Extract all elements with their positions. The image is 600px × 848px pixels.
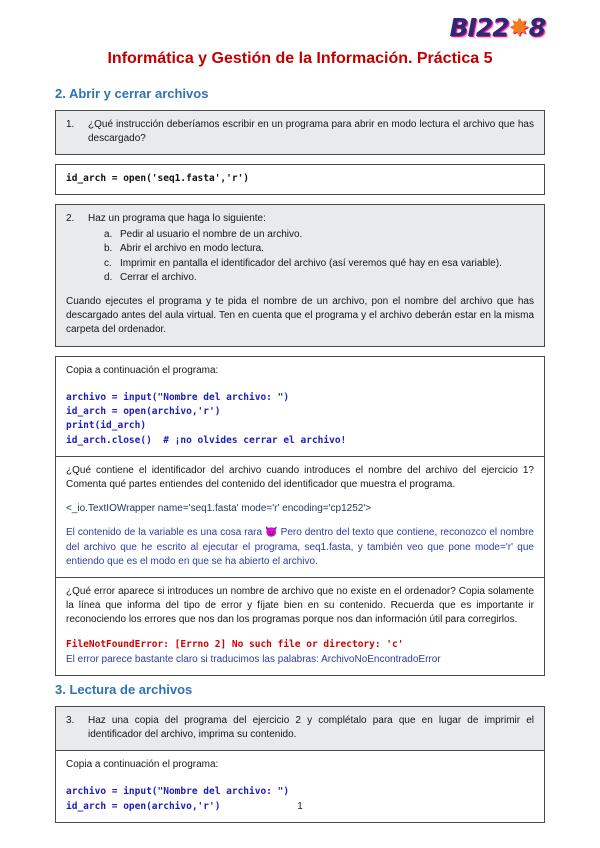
bi2208-logo [55,14,545,42]
question-1-text: ¿Qué instrucción deberíamos escribir en un programa para abrir en modo lectura el archivo que has descargado? [88,118,534,144]
code-line: id_arch.close() # ¡no olvides cerrar el archivo! [66,434,347,446]
answer-1-code: id_arch = open('seq1.fasta','r') [66,172,250,184]
list-item-letter: c. [104,257,112,269]
question-1-box [55,110,545,155]
list-item [104,271,534,285]
program-1-code [66,391,534,448]
error-output-line: FileNotFoundError: [Errno 2] No such file or directory: 'c' [66,639,404,651]
section-3-heading: 3. Lectura de archivos [55,681,193,697]
list-item [104,228,534,242]
code-line: archivo = input("Nombre del archivo: ") [66,786,290,798]
question-2-sublist [104,228,534,285]
question-1-number: 1. [66,118,75,130]
code-line: archivo = input("Nombre del archivo: ") [66,391,290,403]
question-2-number: 2. [66,213,75,225]
program-1-label: Copia a continuación el programa: [66,364,219,376]
question-2-intro: Haz un programa que haga lo siguiente: [88,213,266,225]
question-3-box [55,706,545,751]
program-1-box [55,356,545,457]
page-number: 1 [297,801,303,812]
list-item [104,257,534,271]
error-question-text: ¿Qué error aparece si introduces un nombre de archivo que no existe en el ordenador? Copia solamente la línea que informa del tipo de error y fíjate bien en su contenido. Recuerda que es importante ir reconociendo los errores que nos dan los programas porque nos dan información útil para corregirlos. [66,585,534,626]
code-line: id_arch = open(archivo,'r') [66,406,221,417]
program-output-line: <_io.TextIOWrapper name='seq1.fasta' mode='r' encoding='cp1252'> [66,503,372,515]
error-answer-text: El error parece bastante claro si traducimos las palabras: ArchivoNoEncontradoError [66,653,441,665]
document-title: Informática y Gestión de la Información. Práctica 5 [107,49,493,67]
list-item-letter: a. [104,229,113,241]
list-item-letter: d. [104,271,113,283]
program-2-box [55,750,545,823]
error-question-box [55,577,545,676]
identifier-answer-text: El contenido de la variable es una cosa rara 😈 Pero dentro del texto que contiene, reconozco el nombre del archivo que he escrito al ejecutar el programa, seq1.fasta, y también veo que pone mode='r' que entiendo que es el modo en que se ha abierto el archivo. [66,527,534,567]
logo-prefix-text: BI22 [449,13,509,42]
list-item-text: Cerrar el archivo. [120,271,197,283]
program-2-label: Copia a continuación el programa: [66,759,219,771]
list-item-text: Abrir el archivo en modo lectura. [120,243,264,255]
section-2-heading: 2. Abrir y cerrar archivos [55,85,209,101]
list-item-text: Pedir al usuario el nombre de un archivo. [120,229,303,241]
question-3-text: Haz una copia del programa del ejercicio 2 y complétalo para que en lugar de imprimir el identificador del archivo, imprima su contenido. [88,714,534,741]
answer-1-code-box [55,164,545,195]
identifier-question-text: ¿Qué contiene el identificador del archivo cuando introduces el nombre del archivo del ejercicio 1? Comenta qué partes entiendes del contenido del identificador que muestra el programa. [66,464,534,490]
code-line: print(id_arch) [66,420,147,432]
question-3-number: 3. [66,714,75,726]
identifier-question-box [55,456,545,578]
logo-suffix-text: 8 [528,13,545,42]
code-line: id_arch = open(archivo,'r') [66,800,221,812]
list-item-text: Imprimir en pantalla el identificador del archivo (así veremos qué hay en esa variable). [120,257,502,269]
list-item-letter: b. [104,243,113,255]
sunburst-icon: ✸ [508,13,529,42]
question-2-paragraph: Cuando ejecutes el programa y te pida el nombre de un archivo, pon el nombre del archivo que has descargado antes del aula virtual. Ten en cuenta que el programa y el archivo deberán estar en la misma carpeta del ordenador. [66,296,534,336]
list-item [104,242,534,256]
question-2-box [55,204,545,347]
